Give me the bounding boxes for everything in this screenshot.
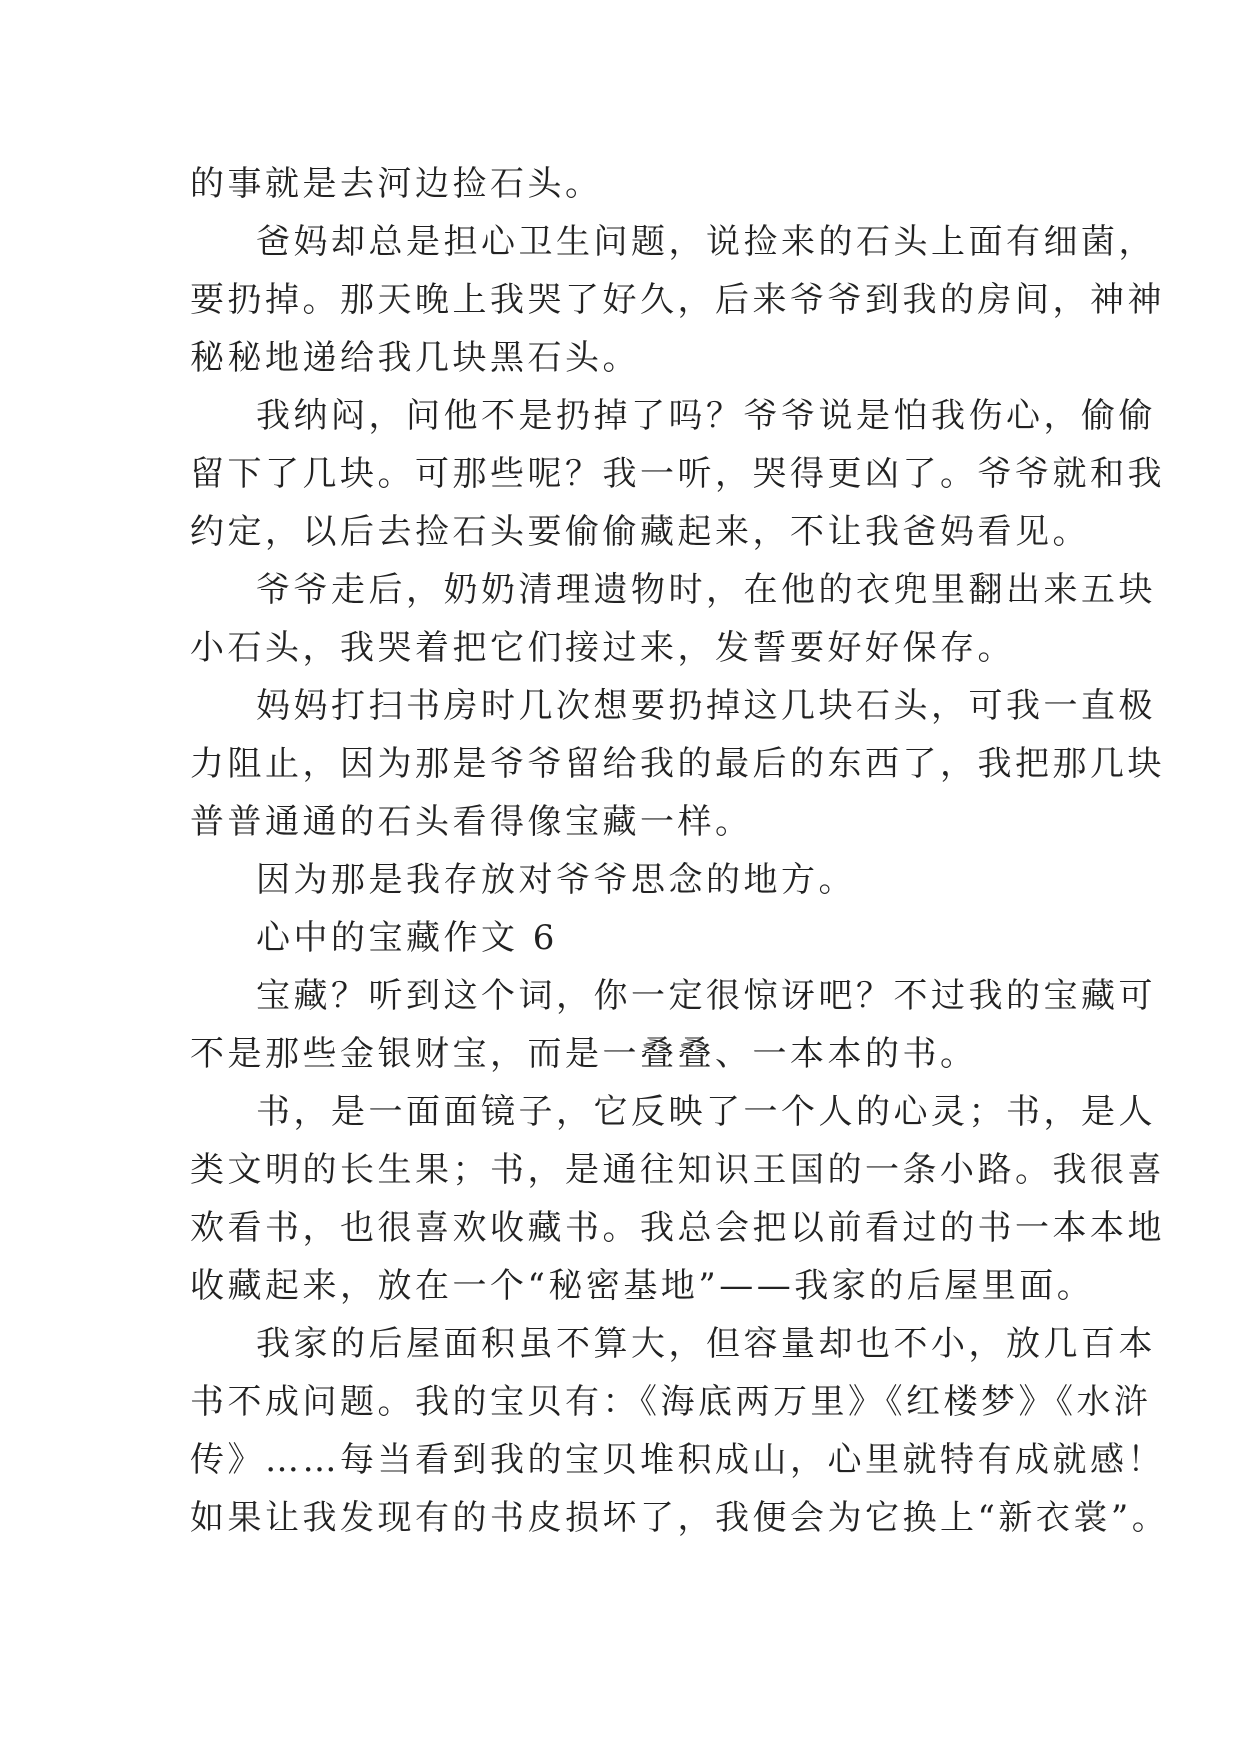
text-line: 如果让我发现有的书皮损坏了，我便会为它换上“新衣裳”。: [190, 1498, 1170, 1538]
paragraph-start: 宝藏？听到这个词，你一定很惊讶吧？不过我的宝藏可: [256, 976, 1156, 1016]
text-line: 留下了几块。可那些呢？我一听，哭得更凶了。爷爷就和我: [190, 454, 1165, 494]
text-line: 传》……每当看到我的宝贝堆积成山，心里就特有成就感！: [190, 1440, 1165, 1480]
text-line: 要扔掉。那天晚上我哭了好久，后来爷爷到我的房间，神神: [190, 280, 1165, 320]
text-line: 约定，以后去捡石头要偷偷藏起来，不让我爸妈看见。: [190, 512, 1090, 552]
text-line: 力阻止，因为那是爷爷留给我的最后的东西了，我把那几块: [190, 744, 1165, 784]
paragraph-start: 爷爷走后，奶奶清理遗物时，在他的衣兜里翻出来五块: [256, 570, 1156, 610]
text-line: 小石头，我哭着把它们接过来，发誓要好好保存。: [190, 628, 1015, 668]
paragraph-start: 妈妈打扫书房时几次想要扔掉这几块石头，可我一直极: [256, 686, 1156, 726]
paragraph-start: 因为那是我存放对爷爷思念的地方。: [256, 860, 856, 900]
text-line: 类文明的长生果；书，是通往知识王国的一条小路。我很喜: [190, 1150, 1165, 1190]
paragraph-start: 我家的后屋面积虽不算大，但容量却也不小，放几百本: [256, 1324, 1156, 1364]
text-line: 收藏起来，放在一个“秘密基地”——我家的后屋里面。: [190, 1266, 1095, 1306]
text-line: 欢看书，也很喜欢收藏书。我总会把以前看过的书一本本地: [190, 1208, 1165, 1248]
section-heading: 心中的宝藏作文 6: [256, 918, 558, 958]
paragraph-start: 爸妈却总是担心卫生问题，说捡来的石头上面有细菌，: [256, 222, 1156, 262]
text-line: 不是那些金银财宝，而是一叠叠、一本本的书。: [190, 1034, 978, 1074]
text-line: 书不成问题。我的宝贝有：《海底两万里》《红楼梦》《水浒: [190, 1382, 1152, 1422]
text-line: 秘秘地递给我几块黑石头。: [190, 338, 640, 378]
paragraph-start: 书，是一面面镜子，它反映了一个人的心灵；书，是人: [256, 1092, 1156, 1132]
paragraph-start: 我纳闷，问他不是扔掉了吗？爷爷说是怕我伤心，偷偷: [256, 396, 1156, 436]
text-line: 普普通通的石头看得像宝藏一样。: [190, 802, 753, 842]
text-line: 的事就是去河边捡石头。: [190, 164, 603, 204]
